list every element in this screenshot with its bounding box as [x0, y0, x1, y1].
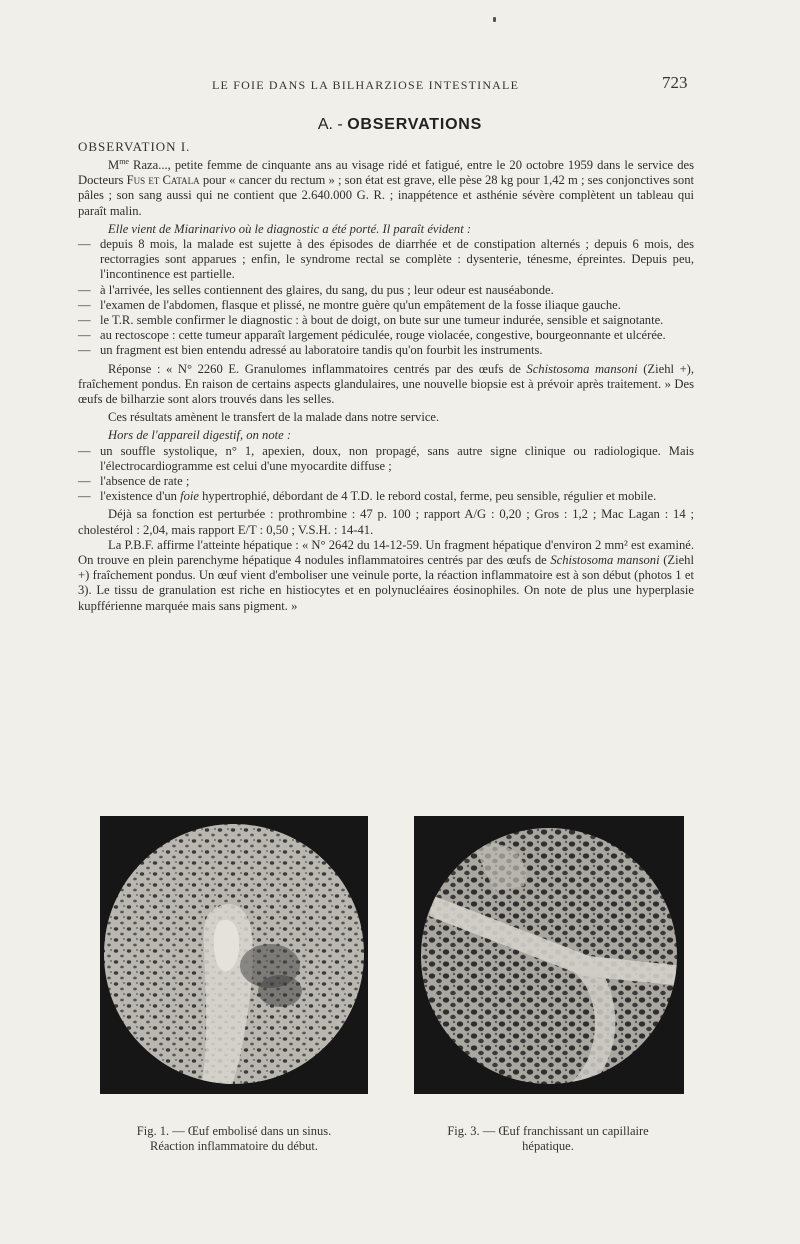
paragraph-transfer: Ces résultats amènent le transfert de la malade dans notre service.: [108, 410, 440, 425]
section-heading: [0, 116, 800, 134]
micrograph-1-image: [100, 816, 368, 1094]
physician-names: Fus et Catala: [126, 173, 200, 188]
paragraph-case-intro: $M^{me}$ Raza..., petite femme de cinquante ans au visage ridé et fatigué, entre le 20 octobre 1959 dans le service des Docteurs Fus et Catala pour « cancer du rectum » ; son état est grave, elle pèse 28 kg pour 1,42 m ; ses conjonctives sont pâles ; son sang aussi qui ne contient que 2.640.000 G. R. ; inappétence et asthénie sévère complètent un tableau qui paraît malin.: [78, 156, 694, 218]
paragraph-biopsy: La P.B.F. affirme l'atteinte hépatique : « N° 2642 du 14-12-59. Un fragment hépatique d'environ 2 mm² est examiné. On trouve en plein parenchyme hépatique 4 nodules inflammatoires centrés par des œufs de Schistosoma mansoni (Ziehl +) fraîchement pondus. Un œuf vient d'emboliser une veinule porte, la réaction inflammatoire est à son début (photos 1 et 3). Le tissu de granulation est riche en histiocytes et en polynucléaires éosinophiles. On note de plus une hyperplasie kupfférienne marquée mais sans pigment. »: [78, 537, 694, 613]
section-title: OBSERVATIONS: [347, 116, 483, 133]
paragraph-diagnosis-origin: Elle vient de Miarinarivo où le diagnostic a été porté. Il paraît évident :: [108, 221, 472, 236]
paragraph-liver-function: Déjà sa fonction est perturbée : prothrombine : 47 p. 100 ; rapport A/G : 0,20 ; Gros : 1,2 ; Mac Lagan : 14 ; cholestérol : 2,04, mais rapport E/T : 0,50 ; V.S.H. : 14-41.: [78, 507, 694, 537]
list-item: — l'absence de rate ;: [78, 474, 190, 489]
figure-3-caption: Fig. 3. — Œuf franchissant un capillaire hépatique.: [447, 1124, 649, 1153]
list-item: — le T.R. semble confirmer le diagnostic : à bout de doigt, on bute sur une tumeur indurée, sensible et saignotante.: [78, 313, 664, 328]
list-item: — l'existence d'un foie hypertrophié, débordant de 4 T.D. le rebord costal, ferme, peu sensible, régulier et mobile.: [78, 489, 657, 504]
list-item: — l'examen de l'abdomen, flasque et plissé, ne montre guère qu'un empâtement de la fosse iliaque gauche.: [78, 297, 621, 312]
list-item: — depuis 8 mois, la malade est sujette à des épisodes de diarrhée et de constipation alternés ; depuis 6 mois, des rectorragies sont apparues ; enfin, le syndrome rectal se complète : dysenterie, ténesme, épreintes. Depuis peu, l'incontinence est partielle.: [78, 237, 694, 282]
list-item: — un souffle systolique, n° 1, apexien, doux, non propagé, sans autre signe clinique ou radiologique. Mais l'électrocardiogramme est celui d'une myocardite diffuse ;: [78, 443, 694, 473]
print-speck: [493, 17, 496, 22]
paragraph-lab-response: Réponse : « N° 2260 E. Granulomes inflammatoires centrés par des œufs de Schistosoma mansoni (Ziehl +), fraîchement pondus. En raison de certains aspects glandulaires, une nouvelle biopsie est à prévoir après traitement. » Des œufs de bilharzie sont alors trouvés dans les selles.: [78, 361, 695, 407]
section-letter: A. -: [317, 116, 343, 133]
micrograph-figure-1: [100, 816, 368, 1094]
micrograph-figure-3: [414, 816, 684, 1094]
figure-1-caption: Fig. 1. — Œuf embolisé dans un sinus. Réaction inflammatoire du début.: [136, 1124, 332, 1153]
running-head: LE FOIE DANS LA BILHARZIOSE INTESTINALE: [212, 78, 520, 92]
list-item: — un fragment est bien entendu adressé au laboratoire tandis qu'on fourbit les instruments.: [78, 343, 543, 358]
paragraph-extra-digestive: Hors de l'appareil digestif, on note :: [108, 428, 292, 443]
micrograph-3-image: [414, 816, 684, 1094]
page-number: 723: [662, 73, 688, 92]
article-body: [78, 158, 694, 614]
observation-title: OBSERVATION I.: [78, 139, 191, 154]
list-item: — à l'arrivée, les selles contiennent des glaires, du sang, du pus ; leur odeur est nauséabonde.: [78, 282, 554, 297]
list-item: — au rectoscope : cette tumeur apparaît largement pédiculée, rouge violacée, congestive, bourgeonnante et ulcérée.: [78, 328, 666, 343]
